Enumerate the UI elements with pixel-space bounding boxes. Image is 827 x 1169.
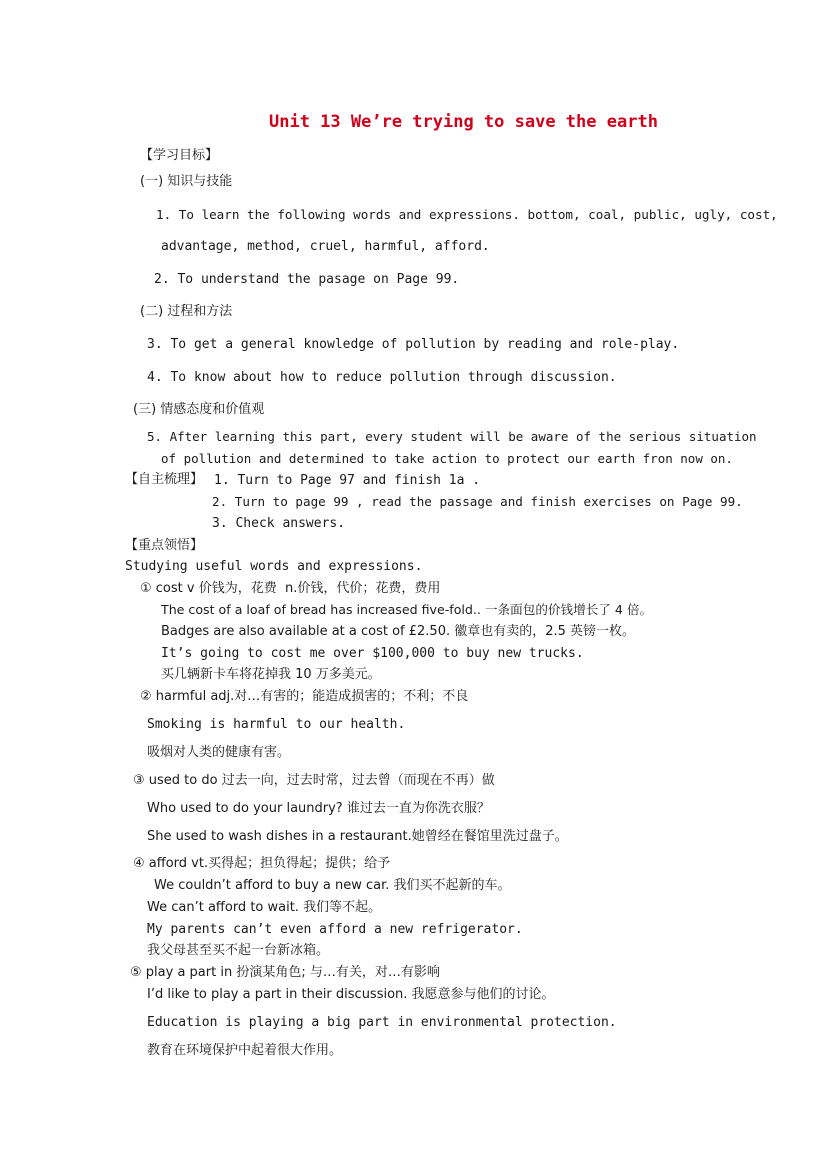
objectives-heading: 【学习目标】 — [140, 148, 219, 163]
section-attitude-values: (三) 情感态度和价值观 — [133, 402, 265, 417]
key-point-1-example-3: It’s going to cost me over $100,000 to buy new trucks. — [161, 646, 584, 661]
key-point-5-play-a-part: ⑤ play a part in 扮演某角色; 与…有关，对…有影响 — [130, 965, 440, 980]
key-point-4-example-1: We couldn’t afford to buy a new car. 我们买不起新的车。 — [154, 878, 511, 893]
objective-item-5: 5. After learning this part, every student will be aware of the serious situation — [147, 429, 757, 444]
key-points-intro: Studying useful words and expressions. — [125, 559, 423, 574]
objective-item-1-cont: advantage, method, cruel, harmful, afford. — [161, 239, 490, 254]
key-point-1-example-2: Badges are also available at a cost of £2.50. 徽章也有卖的，2.5 英镑一枚。 — [161, 624, 636, 639]
key-point-2-example-1: Smoking is harmful to our health. — [147, 717, 406, 732]
objective-item-4: 4. To know about how to reduce pollution through discussion. — [147, 370, 617, 385]
key-point-3-example-2: She used to wash dishes in a restaurant.她曾经在餐馆里洗过盘子。 — [147, 829, 568, 844]
key-point-2-example-2: 吸烟对人类的健康有害。 — [147, 745, 291, 760]
key-point-1-example-1: The cost of a loaf of bread has increased five-fold.. 一条面包的价钱增长了 4 倍。 — [161, 602, 653, 617]
key-point-2-harmful: ② harmful adj.对…有害的；能造成损害的；不利；不良 — [140, 689, 469, 704]
key-point-1-example-4: 买几辆新卡车将花掉我 10 万多美元。 — [161, 667, 381, 682]
self-study-item-3: 3. Check answers. — [212, 516, 346, 531]
objective-item-5-cont: of pollution and determined to take action to protect our earth fron now on. — [161, 451, 733, 466]
key-points-heading: 【重点领悟】 — [125, 538, 204, 553]
key-point-4-example-2: We can’t afford to wait. 我们等不起。 — [147, 900, 382, 915]
self-study-item-2: 2. Turn to page 99 , read the passage and finish exercises on Page 99. — [212, 494, 743, 509]
key-point-5-example-2: Education is playing a big part in environmental protection. — [147, 1015, 617, 1030]
key-point-5-example-3: 教育在环境保护中起着很大作用。 — [147, 1043, 343, 1058]
key-point-3-example-1: Who used to do your laundry? 谁过去一直为你洗衣服？ — [147, 801, 490, 816]
objective-item-2: 2. To understand the pasage on Page 99. — [154, 272, 460, 287]
page-title: Unit 13 We’re trying to save the earth — [269, 112, 658, 132]
self-study-heading: 【自主梳理】 — [125, 472, 204, 487]
section-process-method: (二) 过程和方法 — [140, 304, 233, 319]
key-point-4-afford: ④ afford vt.买得起；担负得起；提供；给予 — [133, 856, 391, 871]
key-point-1-cost: ① cost v 价钱为，花费 n.价钱，代价；花费，费用 — [140, 581, 441, 596]
self-study-item-1: 1. Turn to Page 97 and finish 1a . — [214, 473, 481, 488]
key-point-4-example-3: My parents can’t even afford a new refrigerator. — [147, 922, 523, 937]
objective-item-1: 1. To learn the following words and expressions. bottom, coal, public, ugly, cost, — [156, 207, 778, 222]
key-point-3-used-to: ③ used to do 过去一向，过去时常，过去曾（而现在不再）做 — [133, 773, 495, 788]
objective-item-3: 3. To get a general knowledge of pollution by reading and role-play. — [147, 337, 680, 352]
key-point-4-example-4: 我父母甚至买不起一台新冰箱。 — [147, 943, 330, 958]
section-knowledge-skills: (一) 知识与技能 — [140, 174, 233, 189]
key-point-5-example-1: I’d like to play a part in their discussion. 我愿意参与他们的讨论。 — [147, 987, 555, 1002]
